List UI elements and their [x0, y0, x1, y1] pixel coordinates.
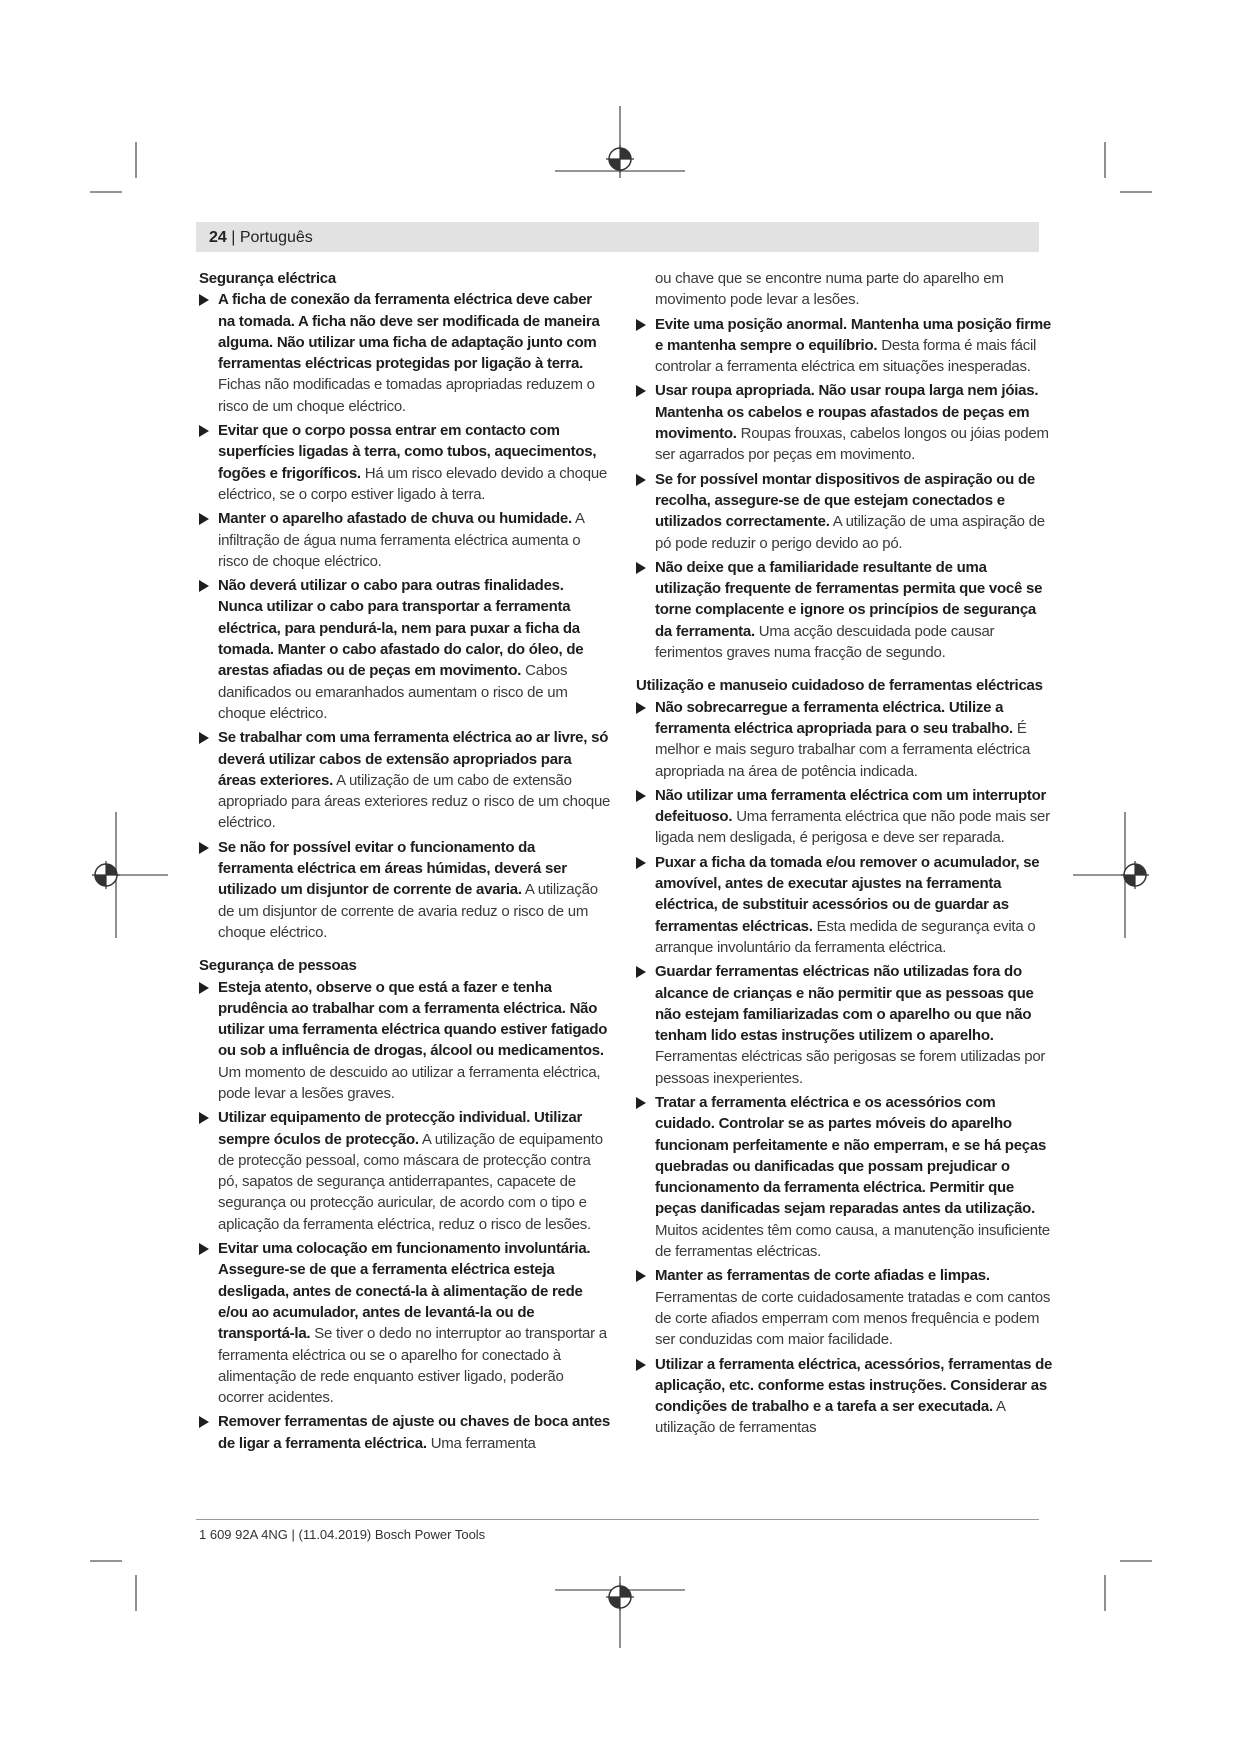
bullet-arrow-icon [636, 702, 646, 714]
list-item [199, 837, 611, 943]
item-normal-text: ou chave que se encontre numa parte do aparelho em movimento pode levar a lesões. [655, 270, 1004, 309]
list-item [199, 727, 611, 833]
item-bold-text: Manter o aparelho afastado de chuva ou humidade. [218, 510, 572, 528]
header-language: Português [239, 229, 313, 246]
item-bold-text: Puxar a ficha da tomada e/ou remover o acumulador, se amovível, antes de executar ajustes na ferramenta eléctrica, de substituir acessórios ou de guardar as ferramentas eléctricas. [655, 853, 1040, 935]
item-normal-text: A utilização de um cabo de extensão apropriado para áreas exteriores reduz o risco de um choque eléctrico. [218, 771, 611, 832]
item-normal-text: Uma acção descuidada pode causar ferimentos graves numa fracção de segundo. [655, 622, 995, 662]
item-bold-text: Evitar que o corpo possa entrar em contacto com superfícies ligadas à terra, como tubos, aquecimentos, fogões e frigoríficos. [218, 422, 597, 482]
list-item [636, 852, 1054, 958]
item-bold-text: Não deixe que a familiaridade resultante de uma utilização frequente de ferramentas permita que você se torne complacente e ignore os princípios de segurança da ferramenta. [655, 558, 1043, 640]
bullet-arrow-icon [199, 842, 209, 854]
right-column [636, 268, 1054, 1442]
item-normal-text: Ferramentas eléctricas são perigosas se forem utilizadas por pessoas inexperientes. [655, 1048, 1046, 1087]
list-item [199, 1238, 611, 1408]
list-item [636, 380, 1054, 465]
bullet-arrow-icon [199, 982, 209, 994]
bullet-arrow-icon [636, 857, 646, 869]
item-normal-text: Fichas não modificadas e tomadas apropriadas reduzem o risco de um choque eléctrico. [218, 376, 595, 415]
registration-target-bottom [606, 1583, 634, 1611]
item-normal-text: A infiltração de água numa ferramenta eléctrica aumenta o risco de choque eléctrico. [218, 510, 584, 570]
section-title-tool-use-care: Utilização e manuseio cuidadoso de ferramentas eléctricas [636, 677, 1043, 695]
list-item [636, 1354, 1054, 1439]
item-bold-text: Utilizar equipamento de protecção individual. Utilizar sempre óculos de protecção. [218, 1109, 583, 1148]
item-normal-text: A utilização de ferramentas [655, 1398, 1005, 1437]
list-item [636, 785, 1054, 849]
list-item [636, 697, 1054, 782]
item-normal-text: Se tiver o dedo no interruptor ao transportar a ferramenta eléctrica ou se o aparelho for conectado à alimentação de rede enquanto estiver ligado, poderão ocorrer acidentes. [218, 1325, 607, 1407]
item-normal-text: A utilização de uma aspiração de pó pode reduzir o perigo devido ao pó. [655, 513, 1045, 552]
list-item [636, 961, 1054, 1089]
bullet-arrow-icon [199, 580, 209, 592]
continued-text [636, 268, 1054, 311]
list-item [636, 1265, 1054, 1350]
item-normal-text: Muitos acidentes têm como causa, a manutenção insuficiente de ferramentas eléctricas. [655, 1221, 1050, 1261]
bullet-arrow-icon [199, 1112, 209, 1124]
item-normal-text: Um momento de descuido ao utilizar a ferramenta eléctrica, pode levar a lesões graves. [218, 1063, 601, 1102]
bullet-arrow-icon [636, 1270, 646, 1282]
section-title-electrical-safety: Segurança eléctrica [199, 270, 336, 287]
bullet-arrow-icon [636, 1097, 646, 1109]
list-item [199, 420, 611, 505]
item-normal-text: Esta medida de segurança evita o arranque involuntário da ferramenta eléctrica. [655, 917, 1036, 956]
item-bold-text: Se trabalhar com uma ferramenta eléctrica ao ar livre, só deverá utilizar cabos de extensão apropriados para áreas exteriores. [218, 729, 609, 789]
page-number: 24 [209, 229, 227, 246]
item-normal-text: Uma ferramenta [430, 1434, 536, 1452]
registration-target-top [606, 145, 634, 173]
item-bold-text: Se não for possível evitar o funcionamento da ferramenta eléctrica em áreas húmidas, deverá ser utilizado um disjuntor de corrente de avaria. [218, 838, 567, 899]
item-bold-text: Não deverá utilizar o cabo para outras finalidades. Nunca utilizar o cabo para transportar a ferramenta eléctrica, para pendurá-la, nem para puxar a ficha da tomada. Manter o cabo afastado do calor, do óleo, de arestas afiadas ou de peças em movimento. [218, 577, 584, 680]
footer-divider [196, 1519, 1039, 1520]
list-item [199, 1107, 611, 1235]
left-column [199, 268, 611, 1457]
bullet-arrow-icon [199, 294, 209, 306]
bullet-arrow-icon [636, 790, 646, 802]
bullet-arrow-icon [199, 732, 209, 744]
item-bold-text: Se for possível montar dispositivos de aspiração ou de recolha, assegure-se de que estejam conectados e utilizados correctamente. [655, 470, 1035, 531]
bullet-arrow-icon [199, 513, 209, 525]
item-normal-text: Uma ferramenta eléctrica que não pode mais ser ligada nem desligada, é perigosa e deve ser reparada. [655, 808, 1050, 847]
item-bold-text: Manter as ferramentas de corte afiadas e limpas. [655, 1267, 990, 1285]
item-bold-text: Guardar ferramentas eléctricas não utilizadas fora do alcance de crianças e não permitir que as pessoas que não estejam familiarizadas com o aparelho ou que não tenham lido estas instruções utilizem o aparelho. [655, 963, 1034, 1045]
item-bold-text: Evitar uma colocação em funcionamento involuntária. Assegure-se de que a ferramenta eléctrica esteja desligada, antes de conectá-la à alimentação de rede e/ou ao acumulador, antes de levantá-la ou de transportá-la. [218, 1240, 591, 1343]
bullet-arrow-icon [636, 966, 646, 978]
item-bold-text: Utilizar a ferramenta eléctrica, acessórios, ferramentas de aplicação, etc. conforme estas instruções. Considerar as condições de trabalho e a tarefa a ser executada. [655, 1355, 1053, 1416]
item-bold-text: Não sobrecarregue a ferramenta eléctrica. Utilize a ferramenta eléctrica apropriada para o seu trabalho. [655, 698, 1013, 737]
bullet-arrow-icon [636, 474, 646, 486]
page-header [209, 228, 313, 248]
list-item [636, 314, 1054, 378]
list-item [199, 1411, 611, 1454]
list-item [199, 508, 611, 572]
item-bold-text: Não utilizar uma ferramenta eléctrica com um interruptor defeituoso. [655, 786, 1047, 826]
list-item [636, 557, 1054, 663]
item-normal-text: É melhor e mais seguro trabalhar com a ferramenta eléctrica apropriada na área de potência indicada. [655, 719, 1031, 780]
bullet-arrow-icon [199, 1416, 209, 1428]
item-bold-text: Evite uma posição anormal. Mantenha uma posição firme e mantenha sempre o equilíbrio. [655, 315, 1052, 354]
item-normal-text: Ferramentas de corte cuidadosamente tratadas e com cantos de corte afiados emperram com menos frequência e podem ser conduzidas com maior facilidade. [655, 1288, 1051, 1349]
bullet-arrow-icon [199, 425, 209, 437]
item-bold-text: Esteja atento, observe o que está a fazer e tenha prudência ao trabalhar com a ferramenta eléctrica. Não utilizar uma ferramenta eléctrica quando estiver fatigado ou sob a influência de drogas, álcool ou medicamentos. [218, 978, 608, 1060]
item-normal-text: A utilização de equipamento de protecção pessoal, como máscara de protecção contra pó, sapatos de segurança antiderrapantes, capacete de segurança ou protecção auricular, de acordo com o tipo e aplicação da ferramenta eléctrica, reduz o risco de lesões. [218, 1130, 603, 1233]
list-item [199, 575, 611, 724]
item-normal-text: Desta forma é mais fácil controlar a ferramenta eléctrica em situações inesperadas. [655, 336, 1037, 376]
page-footer: 1 609 92A 4NG | (11.04.2019) Bosch Power Tools [199, 1527, 486, 1542]
header-band [196, 222, 1039, 252]
item-normal-text: Roupas frouxas, cabelos longos ou jóias podem ser agarrados por peças em movimento. [655, 425, 1049, 464]
bullet-arrow-icon [199, 1243, 209, 1255]
bullet-arrow-icon [636, 319, 646, 331]
item-bold-text: Tratar a ferramenta eléctrica e os acessórios com cuidado. Controlar se as partes móveis do aparelho funcionam perfeitamente e não emperram, e se há peças quebradas ou danificadas que possam prejudicar o funcionamento da ferramenta eléctrica. Permitir que peças danificadas sejam reparadas antes da utilização. [655, 1093, 1047, 1218]
item-bold-text: A ficha de conexão da ferramenta eléctrica deve caber na tomada. A ficha não deve ser modificada de maneira alguma. Não utilizar uma ficha de adaptação junto com ferramentas eléctricas protegidas por ligação à terra. [218, 291, 600, 373]
list-item [199, 289, 611, 417]
item-bold-text: Usar roupa apropriada. Não usar roupa larga nem jóias. Mantenha os cabelos e roupas afastados de peças em movimento. [655, 382, 1039, 443]
bullet-arrow-icon [636, 385, 646, 397]
list-item [199, 977, 611, 1105]
section-title-personal-safety: Segurança de pessoas [199, 957, 357, 975]
bullet-arrow-icon [636, 1359, 646, 1371]
item-normal-text: Há um risco elevado devido a choque eléctrico, se o corpo estiver ligado à terra. [218, 464, 608, 503]
item-bold-text: Remover ferramentas de ajuste ou chaves de boca antes de ligar a ferramenta eléctrica. [218, 1413, 610, 1452]
item-normal-text: A utilização de um disjuntor de corrente de avaria reduz o risco de um choque eléctrico. [218, 881, 598, 941]
list-item [636, 469, 1054, 554]
header-separator: | [231, 229, 236, 246]
list-item [636, 1092, 1054, 1262]
bullet-arrow-icon [636, 562, 646, 574]
item-normal-text: Cabos danificados ou emaranhados aumentam o risco de um choque eléctrico. [218, 662, 568, 722]
